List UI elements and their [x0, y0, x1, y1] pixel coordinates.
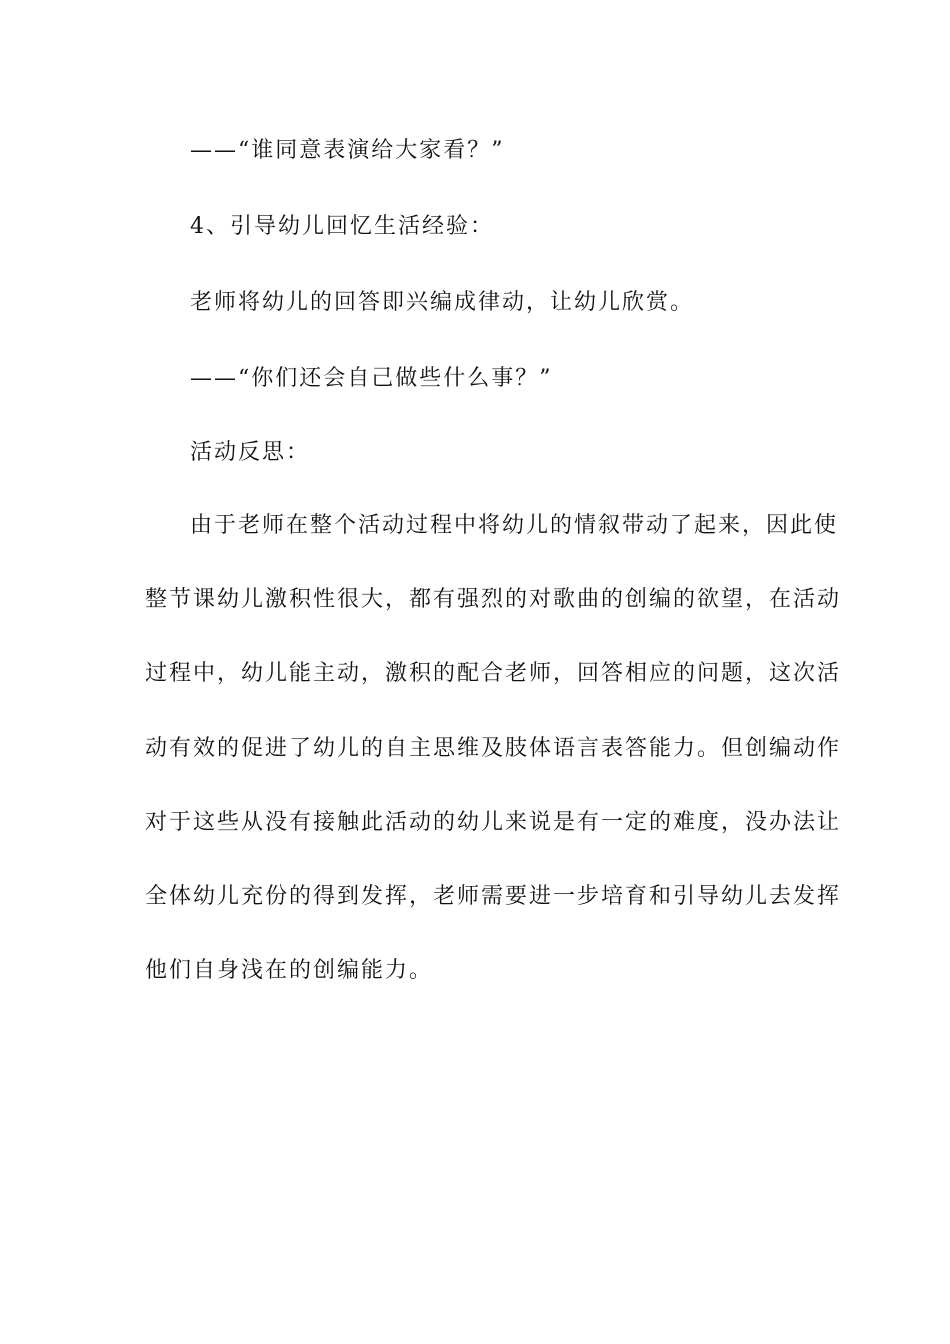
paragraph-line: 动有效的促进了幼儿的自主思维及肢体语言表答能力。但创编动作 [145, 736, 842, 761]
section-heading: 活动反思： [190, 440, 311, 465]
dialogue-line: ——“谁同意表演给大家看？” [190, 138, 505, 163]
paragraph-line: 老师将幼儿的回答即兴编成律动，让幼儿欣赏。 [190, 290, 695, 315]
paragraph-line: 过程中，幼儿能主动，激积的配合老师，回答相应的问题，这次活 [145, 661, 842, 686]
paragraph-line: 由于老师在整个活动过程中将幼儿的情叙带动了起来，因此使 [190, 513, 839, 538]
paragraph-line: 整节课幼儿激积性很大，都有强烈的对歌曲的创编的欲望，在活动 [145, 587, 842, 612]
paragraph-line: 他们自身浅在的创编能力。 [145, 958, 434, 983]
paragraph-line: 对于这些从没有接触此活动的幼儿来说是有一定的难度，没办法让 [145, 810, 842, 835]
step-heading: 4、引导幼儿回忆生活经验： [190, 214, 494, 239]
dialogue-line: ——“你们还会自己做些什么事？” [190, 366, 553, 391]
paragraph-line: 全体幼儿充份的得到发挥，老师需要进一步培育和引导幼儿去发挥 [145, 884, 842, 909]
